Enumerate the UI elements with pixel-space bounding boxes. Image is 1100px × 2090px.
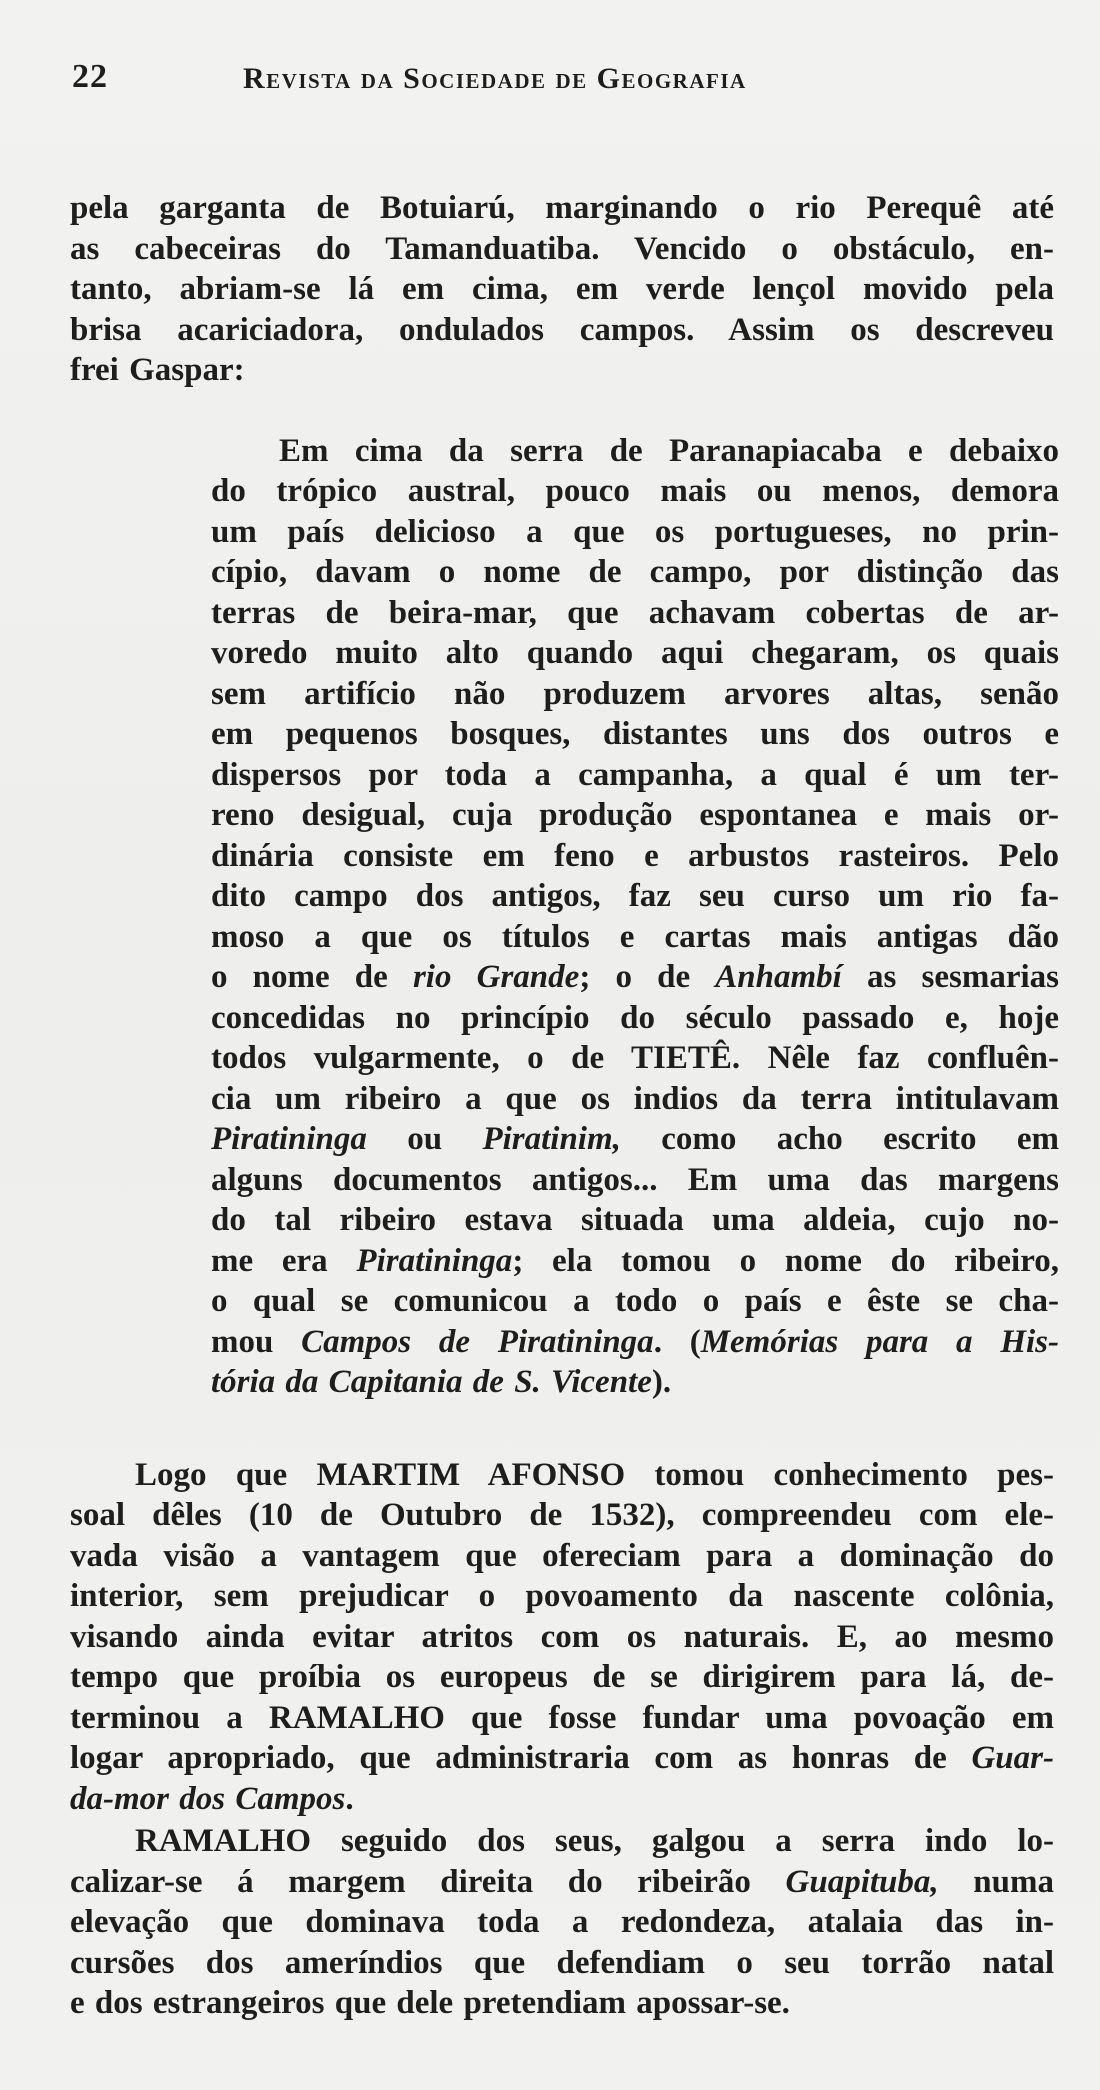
text-line: terminou a RAMALHO que fosse fundar uma povoação em bbox=[70, 1699, 1054, 1736]
text-line: Logo que MARTIM AFONSO tomou conhecimento pes- bbox=[135, 1456, 1054, 1493]
quote-text: como acho escrito em bbox=[620, 1121, 1059, 1157]
text-line bbox=[70, 1779, 1054, 1820]
italic-place-name: Piratininga bbox=[356, 1242, 513, 1279]
text-line: brisa acariciadora, ondulados campos. Assim os descreveu bbox=[70, 311, 1054, 348]
text-line bbox=[70, 1862, 1054, 1903]
quote-line: do tal ribeiro estava situada uma aldeia, cujo no- bbox=[211, 1202, 1059, 1238]
text-line: soal dêles (10 de Outubro de 1532), compreendeu com ele- bbox=[70, 1497, 1054, 1533]
quote-line: Em cima da serra de Paranapiacaba e debaixo bbox=[279, 432, 1059, 469]
body-paragraph-1 bbox=[70, 1455, 1054, 1820]
quote-line: em pequenos bosques, distantes uns dos outros e bbox=[211, 716, 1059, 752]
quote-text: ). bbox=[651, 1364, 672, 1400]
running-head: Revista da Sociedade de Geografia bbox=[243, 62, 747, 95]
quote-line: dispersos por toda a campanha, a qual é um ter- bbox=[211, 756, 1059, 793]
quoted-passage bbox=[211, 431, 1059, 1403]
quote-line: do trópico austral, pouco mais ou menos, demora bbox=[211, 473, 1059, 509]
quote-line: todos vulgarmente, o de TIETÊ. Nêle faz confluên- bbox=[211, 1040, 1059, 1076]
text-line: cursões dos ameríndios que defendiam o seu torrão natal bbox=[70, 1944, 1054, 1981]
quote-line bbox=[211, 1241, 1059, 1282]
quote-line: terras de beira-mar, que achavam cobertas de ar- bbox=[211, 594, 1059, 631]
body-text: calizar-se á margem direita do ribeirão bbox=[70, 1863, 786, 1900]
quote-text: me era bbox=[211, 1242, 357, 1279]
quote-text: ; o de bbox=[579, 959, 716, 995]
quote-line bbox=[211, 957, 1059, 998]
quote-line: concedidas no princípio do século passado e, hoje bbox=[211, 999, 1059, 1036]
text-line: frei Gaspar: bbox=[70, 352, 245, 388]
italic-source-title: Memórias para a His- bbox=[700, 1323, 1059, 1360]
quote-line: cípio, davam o nome de campo, por distinção das bbox=[211, 554, 1059, 590]
quote-line: dinária consiste em feno e arbustos rasteiros. Pelo bbox=[211, 837, 1059, 874]
quote-line: cia um ribeiro a que os indios da terra intitulavam bbox=[211, 1080, 1059, 1117]
quote-line: um país delicioso a que os portugueses, no prin- bbox=[211, 513, 1059, 550]
italic-place-name: Campos de Piratininga bbox=[301, 1323, 654, 1360]
quote-text: mou bbox=[211, 1323, 302, 1360]
quote-line: moso a que os títulos e cartas mais antigas dão bbox=[211, 918, 1059, 955]
quote-line: sem artifício não produzem arvores altas, senão bbox=[211, 675, 1059, 712]
italic-place-name: Guapituba, bbox=[785, 1863, 939, 1900]
text-line: vada visão a vantagem que ofereciam para a dominação do bbox=[70, 1537, 1054, 1574]
italic-place-name: rio Grande bbox=[412, 959, 580, 995]
text-line: as cabeceiras do Tamanduatiba. Vencido o obstáculo, en- bbox=[70, 230, 1054, 267]
italic-title: Guar- bbox=[971, 1740, 1054, 1776]
text-line: pela garganta de Botuiarú, marginando o rio Perequê até bbox=[70, 190, 1054, 226]
text-line: tanto, abriam-se lá em cima, em verde lençol movido pela bbox=[70, 271, 1054, 307]
body-text: logar apropriado, que administraria com as honras de bbox=[70, 1740, 972, 1776]
text-line: e dos estrangeiros que dele pretendiam apossar-se. bbox=[70, 1985, 790, 2021]
text-line: interior, sem prejudicar o povoamento da nascente colônia, bbox=[70, 1578, 1054, 1614]
body-paragraph-2 bbox=[70, 1821, 1054, 2024]
text-line: tempo que proíbia os europeus de se dirigirem para lá, de- bbox=[70, 1659, 1054, 1695]
quote-line: alguns documentos antigos... Em uma das margens bbox=[211, 1161, 1059, 1198]
italic-place-name: Piratininga bbox=[211, 1121, 367, 1157]
quote-line bbox=[211, 1362, 1059, 1403]
text-line: RAMALHO seguido dos seus, galgou a serra indo lo- bbox=[135, 1823, 1054, 1859]
text-line: elevação que dominava toda a redondeza, atalaia das in- bbox=[70, 1904, 1054, 1940]
italic-source-title: tória da Capitania de S. Vicente bbox=[211, 1364, 652, 1400]
italic-place-name: Piratinim, bbox=[482, 1121, 621, 1157]
body-text: numa bbox=[938, 1863, 1054, 1900]
quote-line bbox=[211, 1119, 1059, 1160]
italic-title: da-mor dos Campos bbox=[70, 1780, 346, 1817]
intro-paragraph bbox=[70, 188, 1054, 391]
quote-line: o qual se comunicou a todo o país e êste se cha- bbox=[211, 1283, 1059, 1319]
quote-text: o nome de bbox=[211, 959, 413, 995]
quote-text: ; ela tomou o nome do ribeiro, bbox=[512, 1242, 1060, 1279]
text-line bbox=[70, 1738, 1054, 1779]
quote-line bbox=[211, 1322, 1059, 1363]
italic-place-name: Anhambí bbox=[715, 959, 842, 995]
page-header bbox=[70, 48, 1052, 96]
quote-text: as sesmarias bbox=[841, 959, 1059, 995]
quote-line: dito campo dos antigos, faz seu curso um rio fa- bbox=[211, 878, 1059, 914]
page-number: 22 bbox=[72, 58, 108, 95]
quote-line: voredo muito alto quando aqui chegaram, os quais bbox=[211, 635, 1059, 671]
quote-line: reno desigual, cuja produção espontanea e mais or- bbox=[211, 797, 1059, 833]
quote-text: ou bbox=[366, 1121, 483, 1157]
body-text: . bbox=[345, 1780, 354, 1817]
text-line: visando ainda evitar atritos com os naturais. E, ao mesmo bbox=[70, 1618, 1054, 1655]
quote-text: . ( bbox=[653, 1323, 701, 1360]
